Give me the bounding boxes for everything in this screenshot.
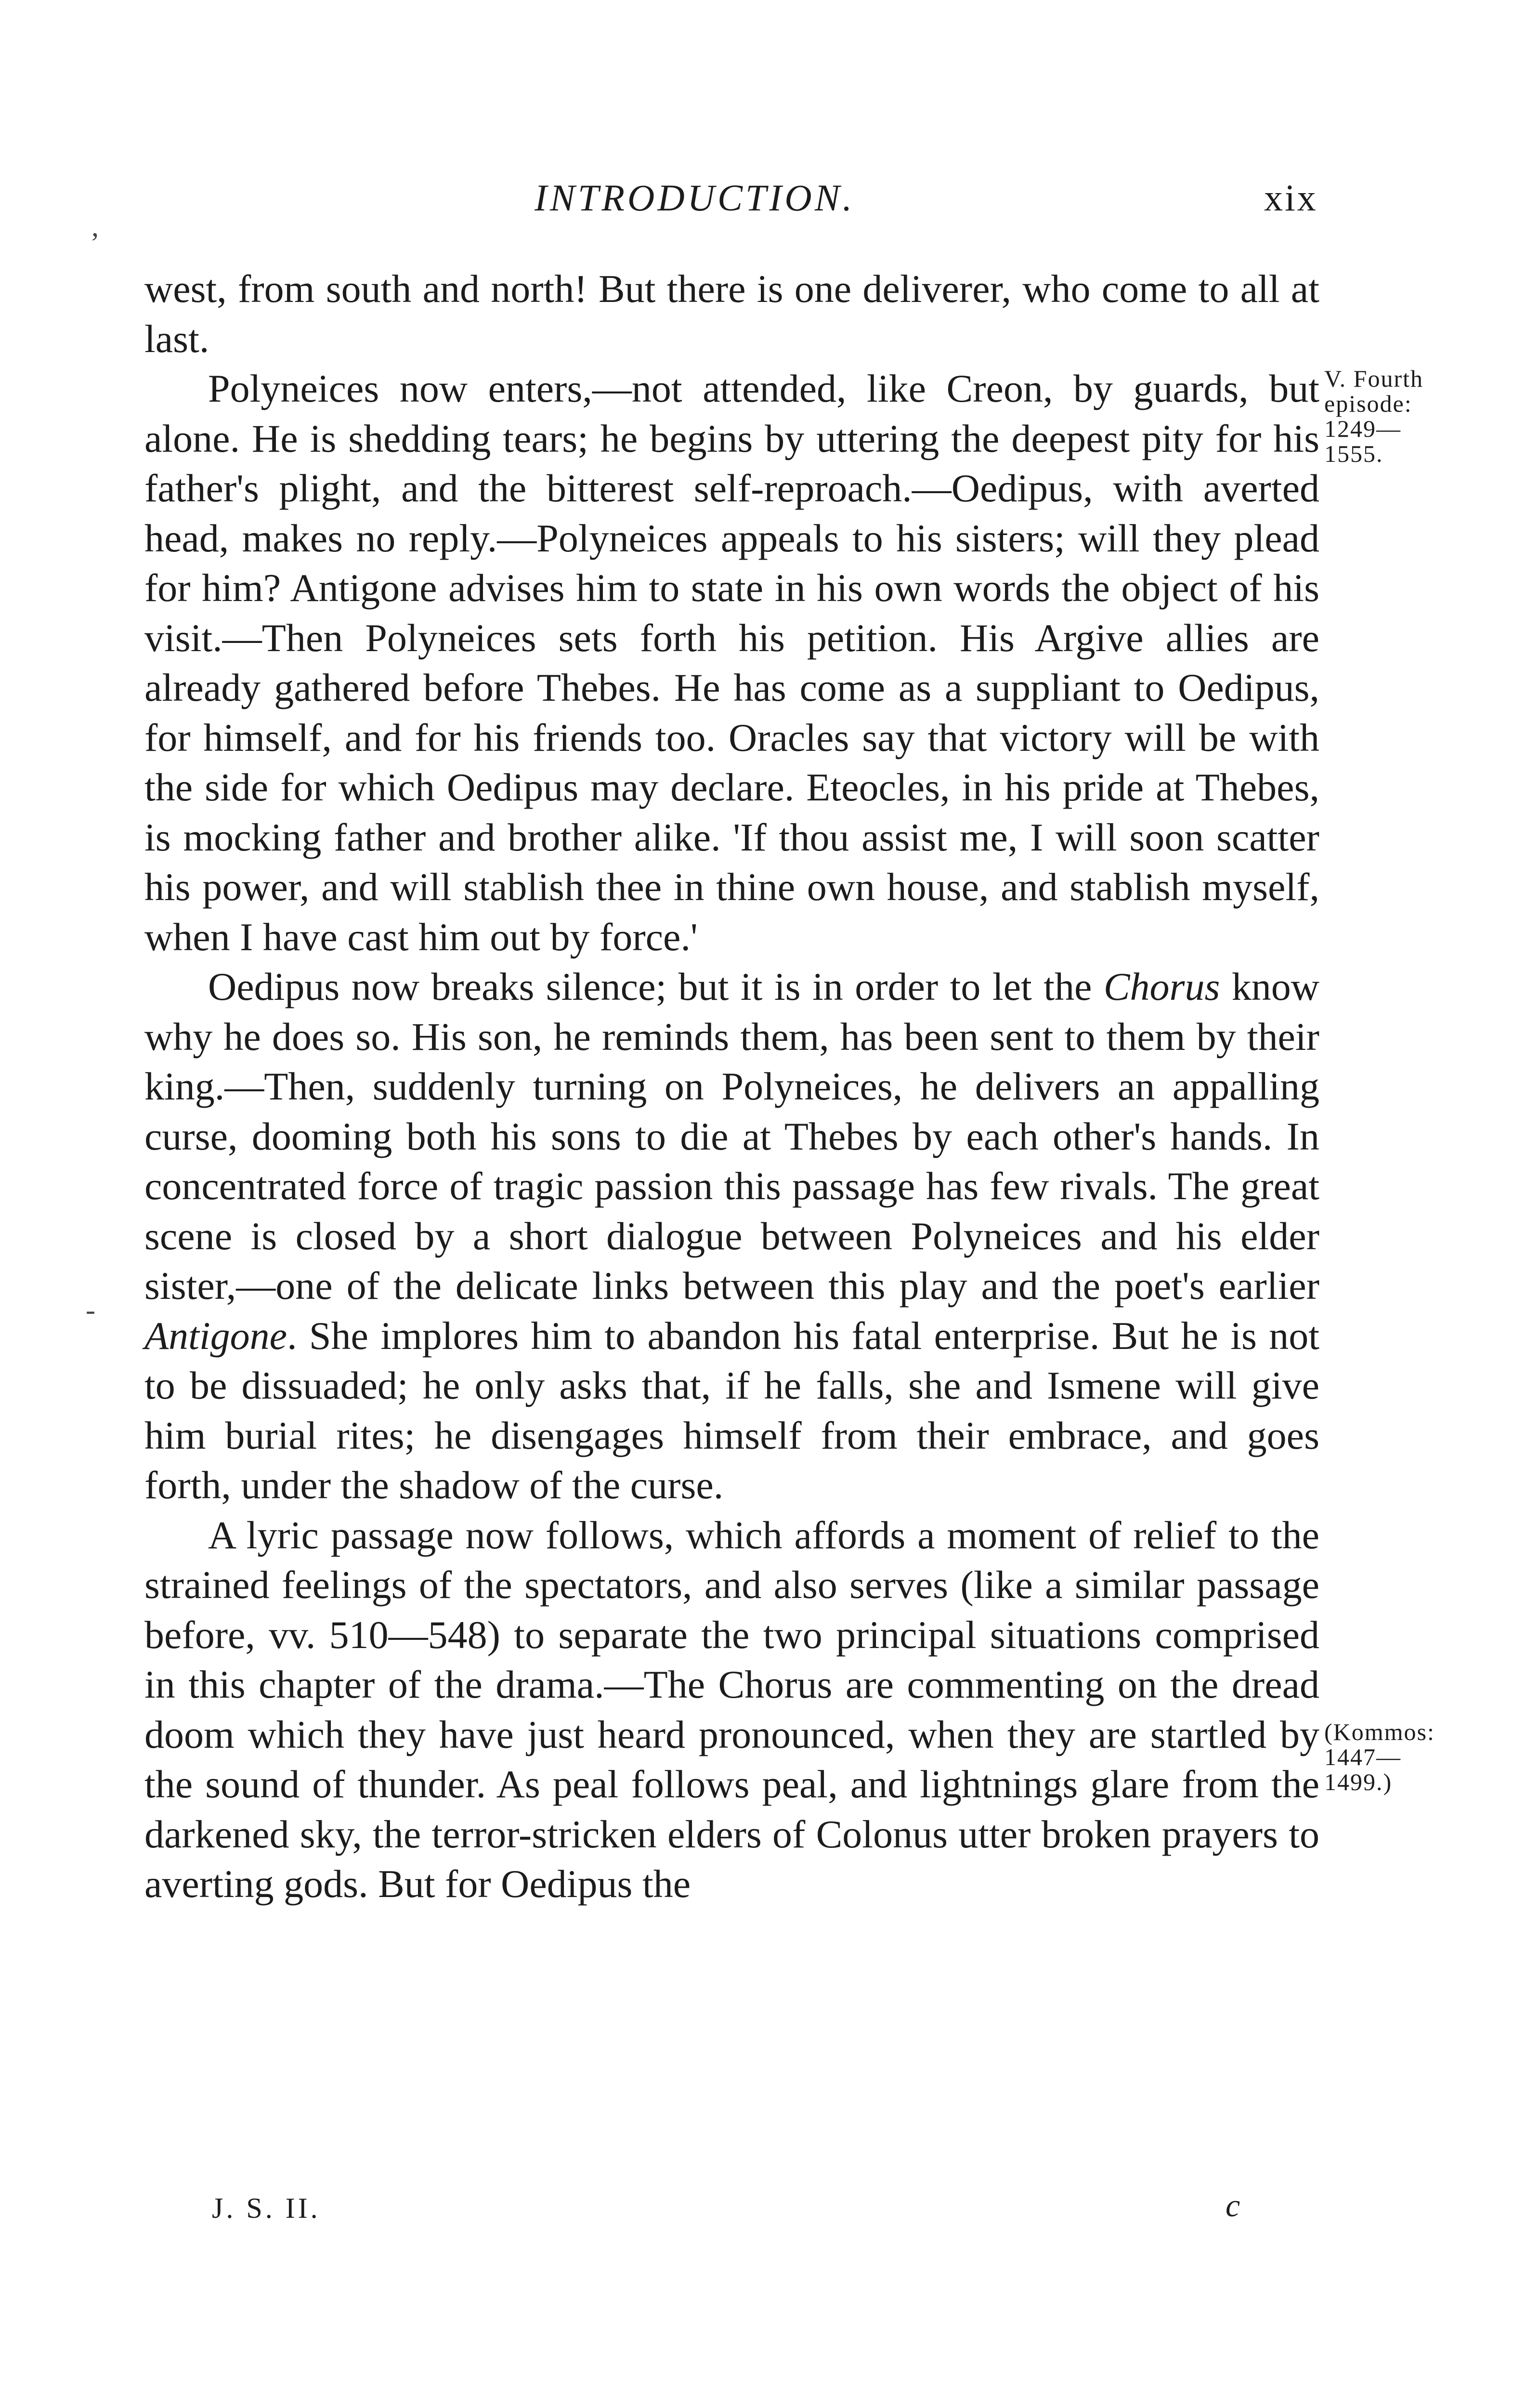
- margin-note-fourth-episode: V. Fourth episode: 1249— 1555.: [1324, 365, 1424, 467]
- paragraph: Polyneices now enters,—not attended, like Creon, by guards, but alone. He is shedding tears; he begins by uttering the deepest pity for his father's plight, and the bitterest self-reproach.—Oedipus, with averted head, makes no reply.—Polyneices appeals to his sisters; will they plead for him? Antigone advises him to state in his own words the object of his visit.—Then Polyneices sets forth his petition. His Argive allies are already gathered before Thebes. He has come as a suppliant to Oedipus, for himself, and for his friends too. Oracles say that victory will be with the side for which Oedipus may declare. Eteocles, in his pride at Thebes, is mocking father and brother alike. 'If thou assist me, I will soon scatter his power, and will stablish thee in thine own house, and stablish myself, when I have cast him out by force.': [144, 366, 1319, 959]
- printer-signature: J. S. II.: [212, 2192, 321, 2224]
- paragraph: A lyric passage now follows, which affords a moment of relief to the strained feelings of the spectators, and also serves (like a similar passage before, vv. 510—548) to separate the two principal situations comprised in this chapter of the drama.—The Chorus are commenting on the dread doom which they have just heard pronounced, when they are startled by the sound of thunder. As peal follows peal, and lightnings glare from the darkened sky, the terror-stricken elders of Colonus utter broken prayers to averting gods. But for Oedipus the: [144, 1513, 1319, 1906]
- body-text: [144, 264, 1319, 1909]
- page-number: xix: [1264, 177, 1318, 219]
- paragraph: Oedipus now breaks silence; but it is in order to let the Chorus know why he does so. His son, he reminds them, has been sent to them by their king.—Then, suddenly turning on Polyneices, he delivers an appalling curse, dooming both his sons to die at Thebes by each other's hands. In concentrated force of tragic passion this passage has few rivals. The great scene is closed by a short dialogue between Polyneices and his elder sister,—one of the delicate links between this play and the poet's earlier Antigone. She implores him to abandon his fatal enterprise. But he is not to be dissuaded; he only asks that, if he falls, she and Ismene will give him burial rites; he disengages himself from their embrace, and goes forth, under the shadow of the curse.: [144, 965, 1320, 1507]
- italic-term: Chorus: [1103, 965, 1220, 1008]
- signature-letter: c: [1226, 2187, 1240, 2224]
- paragraph: west, from south and north! But there is one deliverer, who come to all at last.: [144, 267, 1319, 361]
- stray-ink-mark: -: [86, 1294, 95, 1326]
- margin-note-kommos: (Kommos: 1447— 1499.): [1324, 1718, 1435, 1795]
- running-head-title: INTRODUCTION.: [535, 177, 855, 219]
- italic-title: Antigone: [144, 1313, 287, 1358]
- stray-ink-mark: ,: [91, 210, 99, 242]
